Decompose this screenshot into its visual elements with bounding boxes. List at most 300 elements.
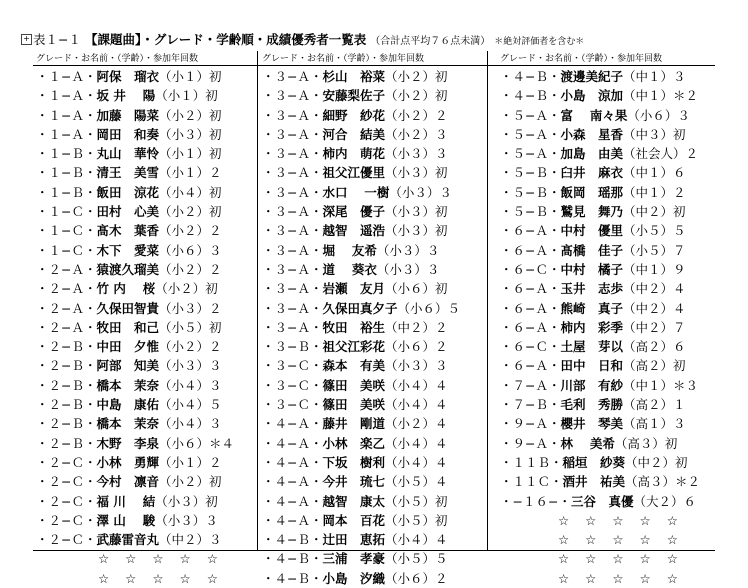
student-name: 阿保 瑠衣: [96, 69, 159, 84]
school-year: （小１）: [159, 146, 210, 162]
entry-list: [500, 67, 700, 588]
grade-class: ・９−Ａ・: [500, 416, 561, 432]
school-year: （小１）: [159, 454, 210, 470]
student-name: 阿部 知美: [96, 358, 159, 374]
student-name: 中田 夕惟: [96, 339, 159, 355]
student-name: 小森 星香: [560, 126, 623, 142]
list-item: [262, 395, 460, 414]
list-item: [500, 67, 700, 86]
student-name: 柿内 萌花: [322, 146, 385, 162]
student-name: 武藤雷音丸: [96, 532, 159, 548]
grade-class: ・２−Ｂ・: [36, 358, 97, 374]
school-year: （高３）: [614, 435, 665, 451]
participation-count: ５: [447, 300, 461, 316]
student-name: 玉井 志歩: [560, 281, 623, 297]
school-year: （小１）: [155, 88, 206, 104]
header-rule: [33, 65, 715, 66]
grade-class: ・２−Ｂ・: [36, 377, 97, 393]
participation-count: ２: [673, 184, 686, 200]
list-item: [500, 472, 700, 491]
participation-count: ３: [673, 416, 686, 432]
student-name: 福 川 結: [96, 493, 156, 509]
grade-class: ・−１６−・: [500, 493, 571, 509]
participation-count: ＊３: [673, 377, 699, 393]
student-name: 田村 心美: [96, 204, 159, 220]
student-name: 川部 有紗: [560, 377, 623, 393]
participation-count: 初: [435, 69, 448, 84]
school-year: （小１）: [159, 69, 210, 84]
list-item: [262, 163, 460, 182]
grade-class: ・３−Ａ・: [262, 242, 323, 258]
school-year: （中２）: [623, 319, 674, 335]
list-item: [36, 144, 234, 163]
grade-class: ・２−Ｃ・: [36, 532, 97, 548]
grade-class: ・５−Ｂ・: [500, 165, 561, 181]
participation-count: ３: [205, 512, 218, 528]
grade-class: ・１−Ｃ・: [36, 242, 97, 258]
participation-count: 初: [205, 88, 218, 104]
student-name: 岩瀬 友月: [322, 281, 385, 297]
participation-count: 初: [664, 435, 678, 451]
list-item: [262, 125, 460, 144]
student-name: 熊崎 真子: [560, 300, 623, 316]
school-year: （小４）: [385, 532, 436, 548]
student-name: 藤井 剛道: [322, 416, 385, 432]
list-item: [500, 86, 700, 105]
student-name: 安藤梨佐子: [322, 88, 385, 104]
participation-count: 初: [675, 454, 688, 470]
participation-count: ２: [209, 165, 222, 181]
participation-count: ２: [209, 300, 222, 316]
grade-class: ・２−Ａ・: [36, 281, 97, 297]
grade-class: ・１−Ｂ・: [36, 184, 97, 200]
participation-count: ３: [426, 261, 440, 277]
grade-class: ・２−Ｂ・: [36, 339, 97, 355]
list-item: [262, 511, 460, 530]
school-year: （小３）: [385, 204, 436, 220]
school-year: （小５）: [385, 493, 436, 509]
list-item: [262, 67, 460, 86]
student-name: 篠田 美咲: [322, 397, 385, 413]
student-name: 稲垣 紗葵: [562, 454, 626, 470]
participation-count: 初: [205, 493, 218, 509]
list-item: [262, 569, 460, 588]
participation-count: ３: [426, 242, 440, 258]
student-name: 小林 勇輝: [96, 454, 159, 470]
grade-class: ・４−Ａ・: [262, 512, 323, 528]
list-item: [500, 299, 700, 318]
participation-count: 初: [673, 126, 686, 142]
student-name: 岡田 和奏: [96, 126, 159, 142]
grade-class: ・４−Ｂ・: [500, 69, 561, 84]
list-item: [262, 376, 460, 395]
grade-class: ・１−Ａ・: [36, 88, 97, 104]
student-name: 祖父江彩花: [322, 339, 385, 355]
participation-count: ３: [209, 242, 222, 258]
participation-count: 初: [673, 358, 686, 374]
list-item: [36, 125, 234, 144]
star-row: ☆ ☆ ☆ ☆ ☆: [558, 551, 684, 567]
grade-class: ・６−Ａ・: [500, 242, 561, 258]
list-item: [500, 395, 700, 414]
list-item: [36, 67, 234, 86]
school-year: （小５）: [385, 512, 436, 528]
participation-count: 初: [435, 165, 448, 181]
grade-class: ・５−Ａ・: [500, 146, 561, 162]
column-divider-2: [487, 51, 488, 550]
participation-count: ３: [673, 69, 686, 84]
participation-count: ７: [673, 242, 686, 258]
student-name: 丸山 華怜: [96, 146, 159, 162]
grade-class: ・４−Ｂ・: [262, 532, 323, 548]
student-name: 中島 康佑: [96, 397, 159, 413]
school-year: （小４）: [159, 184, 210, 200]
student-name: 清王 美雪: [96, 165, 159, 181]
student-name: 細野 紗花: [322, 107, 385, 123]
grade-class: ・３−Ａ・: [262, 281, 323, 297]
list-item: [262, 414, 460, 433]
school-year: （小４）: [159, 397, 210, 413]
student-name: 牧田 裕生: [322, 319, 385, 335]
participation-count: ２: [209, 454, 222, 470]
star-row: ☆ ☆ ☆ ☆ ☆: [558, 512, 684, 528]
school-year: （高２）: [623, 397, 674, 413]
list-item: [262, 530, 460, 549]
participation-count: ２: [435, 339, 448, 355]
grade-class: ・４−Ａ・: [262, 435, 323, 451]
grade-class: ・６−Ａ・: [500, 319, 561, 335]
school-year: （小６）: [159, 435, 210, 451]
school-year: （小５）: [159, 319, 210, 335]
grade-class: ・１１Ｂ・: [500, 454, 563, 470]
student-name: 深尾 優子: [322, 204, 385, 220]
participation-count: 初: [673, 204, 686, 220]
grade-class: ・４−Ｂ・: [262, 551, 323, 567]
list-item: [500, 221, 700, 240]
school-year: （小６）: [627, 107, 678, 123]
list-item: [500, 414, 700, 433]
list-item: [262, 106, 460, 125]
student-name: 柿内 彩季: [560, 319, 623, 335]
list-item: [36, 241, 234, 260]
participation-count: ４: [673, 300, 686, 316]
participation-count: ４: [435, 397, 448, 413]
grade-class: ・７−Ａ・: [500, 377, 561, 393]
list-item: [262, 472, 460, 491]
school-year: （社会人）: [623, 146, 686, 162]
student-name: 木下 愛菜: [96, 242, 159, 258]
participation-count: ３: [435, 126, 448, 142]
list-item: [36, 279, 234, 298]
column-header: グレード・お名前・（学齢）・参加年回数: [500, 54, 663, 64]
participation-count: 初: [205, 281, 218, 297]
participation-count: ４: [435, 416, 448, 432]
list-item: [500, 241, 700, 260]
list-item: [36, 221, 234, 240]
star-row: ☆ ☆ ☆ ☆ ☆: [98, 551, 224, 567]
student-name: 牧田 和己: [96, 319, 159, 335]
grade-class: ・２−Ｃ・: [36, 474, 97, 490]
participation-count: 初: [209, 107, 222, 123]
participation-count: 初: [209, 146, 222, 162]
list-item: [262, 453, 460, 472]
list-item: [500, 453, 700, 472]
list-item: [500, 279, 700, 298]
student-name: 飯岡 瑶那: [560, 184, 623, 200]
student-name: 渡邊美紀子: [560, 69, 623, 84]
school-year: （小２）: [159, 339, 210, 355]
grade-class: ・１−Ｂ・: [36, 146, 97, 162]
school-year: （小２）: [159, 474, 210, 490]
student-name: 中村 優里: [560, 223, 623, 239]
participation-count: 初: [435, 204, 448, 220]
grade-class: ・３−Ｃ・: [262, 377, 323, 393]
grade-class: ・２−Ａ・: [36, 300, 97, 316]
school-year: （大２）: [633, 493, 684, 509]
school-year: （小２）: [385, 126, 436, 142]
student-name: 道 葵衣: [322, 261, 377, 277]
list-item: [36, 414, 234, 433]
student-name: 橋本 茉奈: [96, 416, 159, 432]
grade-class: ・１−Ａ・: [36, 69, 97, 84]
participation-count: ４: [435, 474, 448, 490]
grade-class: ・１−Ｃ・: [36, 204, 97, 220]
list-item: [36, 356, 234, 375]
grade-class: ・４−Ａ・: [262, 474, 323, 490]
participation-count: ４: [435, 532, 448, 548]
participation-count: 初: [435, 88, 448, 104]
participation-count: ５: [673, 223, 686, 239]
participation-count: 初: [435, 223, 448, 239]
participation-count: ５: [435, 551, 448, 567]
student-name: 澤 山 駿: [96, 512, 156, 528]
grade-class: ・４−Ｂ・: [500, 88, 561, 104]
list-item: [500, 260, 700, 279]
star-row: ☆ ☆ ☆ ☆ ☆: [98, 570, 224, 586]
school-year: （中２）: [159, 532, 210, 548]
student-name: 竹 内 桜: [96, 281, 156, 297]
student-name: 久保田智貴: [96, 300, 159, 316]
star-row: ☆ ☆ ☆ ☆ ☆: [558, 570, 684, 586]
grade-class: ・３−Ａ・: [262, 165, 323, 181]
school-year: （小５）: [385, 551, 436, 567]
participation-count: 初: [435, 512, 448, 528]
school-year: （小３）: [159, 358, 210, 374]
participation-count: ４: [435, 377, 448, 393]
list-item: [36, 434, 234, 453]
grade-class: ・５−Ａ・: [500, 126, 561, 142]
student-name: 髙木 葉香: [96, 223, 159, 239]
student-name: 小島 汐織: [322, 570, 385, 586]
list-item: [36, 395, 234, 414]
school-year: （中２）: [623, 300, 674, 316]
grade-class: ・６−Ａ・: [500, 223, 561, 239]
grade-class: ・３−Ｃ・: [262, 397, 323, 413]
list-item: [262, 260, 460, 279]
participation-count: ４: [435, 454, 448, 470]
school-year: （中１）: [623, 69, 674, 84]
grade-class: ・４−Ａ・: [262, 493, 323, 509]
school-year: （小３）: [389, 184, 440, 200]
school-year: （小５）: [623, 242, 674, 258]
grade-class: ・２−Ａ・: [36, 261, 97, 277]
list-item: [500, 163, 700, 182]
school-year: （中２）: [625, 454, 676, 470]
school-year: （小２）: [159, 223, 210, 239]
school-year: （小４）: [159, 377, 210, 393]
grade-class: ・１−Ａ・: [36, 126, 97, 142]
list-item: [262, 299, 460, 318]
participation-count: 初: [209, 126, 222, 142]
grade-class: ・１−Ｃ・: [36, 223, 97, 239]
participation-count: ６: [673, 165, 686, 181]
school-year: （小３）: [385, 165, 436, 181]
student-name: 中村 橘子: [560, 261, 623, 277]
student-name: 久保田真夕子: [322, 300, 398, 316]
school-year: （小２）: [385, 107, 436, 123]
participation-count: 初: [435, 493, 448, 509]
school-year: （小３）: [376, 261, 427, 277]
participation-count: 初: [209, 204, 222, 220]
table-number: 表１−１: [33, 32, 81, 47]
student-name: 三谷 真優: [570, 493, 634, 509]
grade-class: ・３−Ａ・: [262, 223, 323, 239]
grade-class: ・４−Ａ・: [262, 416, 323, 432]
list-item: [262, 318, 460, 337]
student-name: 杉山 裕菜: [322, 69, 385, 84]
list-item: [262, 337, 460, 356]
student-name: 猿渡久瑠美: [96, 261, 159, 277]
participation-count: 初: [435, 281, 448, 297]
participation-count: ２: [435, 570, 448, 586]
student-name: 岡本 百花: [322, 512, 385, 528]
grade-class: ・７−Ｂ・: [500, 397, 561, 413]
participation-count: ３: [435, 358, 448, 374]
school-year: （小４）: [385, 397, 436, 413]
student-name: 橋本 茉奈: [96, 377, 159, 393]
grade-class: ・３−Ａ・: [262, 184, 323, 200]
participation-count: ＊２: [673, 88, 699, 104]
list-item: [36, 299, 234, 318]
star-row: ☆ ☆ ☆ ☆ ☆: [558, 532, 684, 548]
list-item: [262, 241, 460, 260]
participation-count: ４: [435, 435, 448, 451]
list-item: [262, 221, 460, 240]
list-item: [36, 453, 234, 472]
list-item: [36, 492, 234, 511]
table-anchor-icon[interactable]: +: [21, 34, 32, 45]
list-item: [500, 376, 700, 395]
list-item: [262, 356, 460, 375]
school-year: （小４）: [159, 416, 210, 432]
list-item: [36, 318, 234, 337]
school-year: （小５）: [385, 474, 436, 490]
school-year: （小２）: [159, 261, 210, 277]
list-item: [262, 202, 460, 221]
list-item: [36, 511, 234, 530]
grade-class: ・６−Ｃ・: [500, 339, 561, 355]
list-item: [500, 144, 700, 163]
school-year: （小６）: [385, 570, 436, 586]
grade-class: ・１１Ｃ・: [500, 474, 563, 490]
grade-class: ・５−Ａ・: [500, 107, 561, 123]
list-item: [36, 163, 234, 182]
school-year: （小２）: [159, 107, 210, 123]
student-name: 水口 一樹: [322, 184, 390, 200]
school-year: （中２）: [623, 204, 674, 220]
student-name: 髙橋 佳子: [560, 242, 623, 258]
school-year: （高１）: [623, 416, 674, 432]
column-header: グレード・お名前・（学齢）・参加年回数: [262, 54, 425, 64]
participation-count: ６: [683, 493, 696, 509]
list-item: [500, 356, 700, 375]
school-year: （小２）: [155, 281, 206, 297]
school-year: （小４）: [385, 454, 436, 470]
list-item: [262, 144, 460, 163]
list-item: [36, 530, 234, 549]
grade-class: ・２−Ｃ・: [36, 512, 97, 528]
participation-count: 初: [209, 184, 222, 200]
grade-class: ・３−Ａ・: [262, 319, 323, 335]
participation-count: ３: [435, 146, 448, 162]
school-year: （小３）: [385, 358, 436, 374]
grade-class: ・３−Ａ・: [262, 146, 323, 162]
list-item: [36, 202, 234, 221]
school-year: （小２）: [385, 88, 436, 104]
student-name: 越智 康太: [322, 493, 385, 509]
entry-list: [36, 67, 234, 588]
grade-class: ・１−Ｂ・: [36, 165, 97, 181]
participation-count: ３: [209, 358, 222, 374]
list-item: [36, 106, 234, 125]
grade-class: ・１−Ａ・: [36, 107, 97, 123]
student-name: 田中 日和: [560, 358, 623, 374]
student-name: 河合 結美: [322, 126, 385, 142]
participation-count: ３: [209, 532, 222, 548]
grade-class: ・２−Ａ・: [36, 319, 97, 335]
student-name: 臼井 麻衣: [560, 165, 623, 181]
participation-count: ７: [673, 319, 686, 335]
school-year: （小３）: [155, 512, 206, 528]
school-year: （小３）: [159, 300, 210, 316]
school-year: （中２）: [623, 281, 674, 297]
student-name: 今村 凛音: [96, 474, 159, 490]
school-year: （小６）: [159, 242, 210, 258]
grade-class: ・６−Ａ・: [500, 300, 561, 316]
list-item: [262, 434, 460, 453]
list-item: [500, 337, 700, 356]
student-name: 毛利 秀勝: [560, 397, 623, 413]
school-year: （中２）: [385, 319, 436, 335]
participation-count: 初: [209, 319, 222, 335]
list-item: [36, 183, 234, 202]
school-year: （中１）: [623, 165, 674, 181]
school-year: （小５）: [623, 223, 674, 239]
grade-class: ・２−Ｃ・: [36, 493, 97, 509]
school-year: （小３）: [155, 493, 206, 509]
student-name: 坂 井 陽: [96, 88, 156, 104]
title-sub: （合計点平均７６点未満）: [370, 36, 491, 47]
school-year: （中１）: [623, 377, 674, 393]
school-year: （中１）: [623, 261, 674, 277]
school-year: （小２）: [159, 204, 210, 220]
entry-list: [262, 67, 460, 588]
grade-class: ・９−Ａ・: [500, 435, 561, 451]
student-name: 土屋 芽以: [560, 339, 623, 355]
grade-class: ・３−Ｂ・: [262, 339, 323, 355]
list-item: [500, 318, 700, 337]
school-year: （小４）: [385, 435, 436, 451]
